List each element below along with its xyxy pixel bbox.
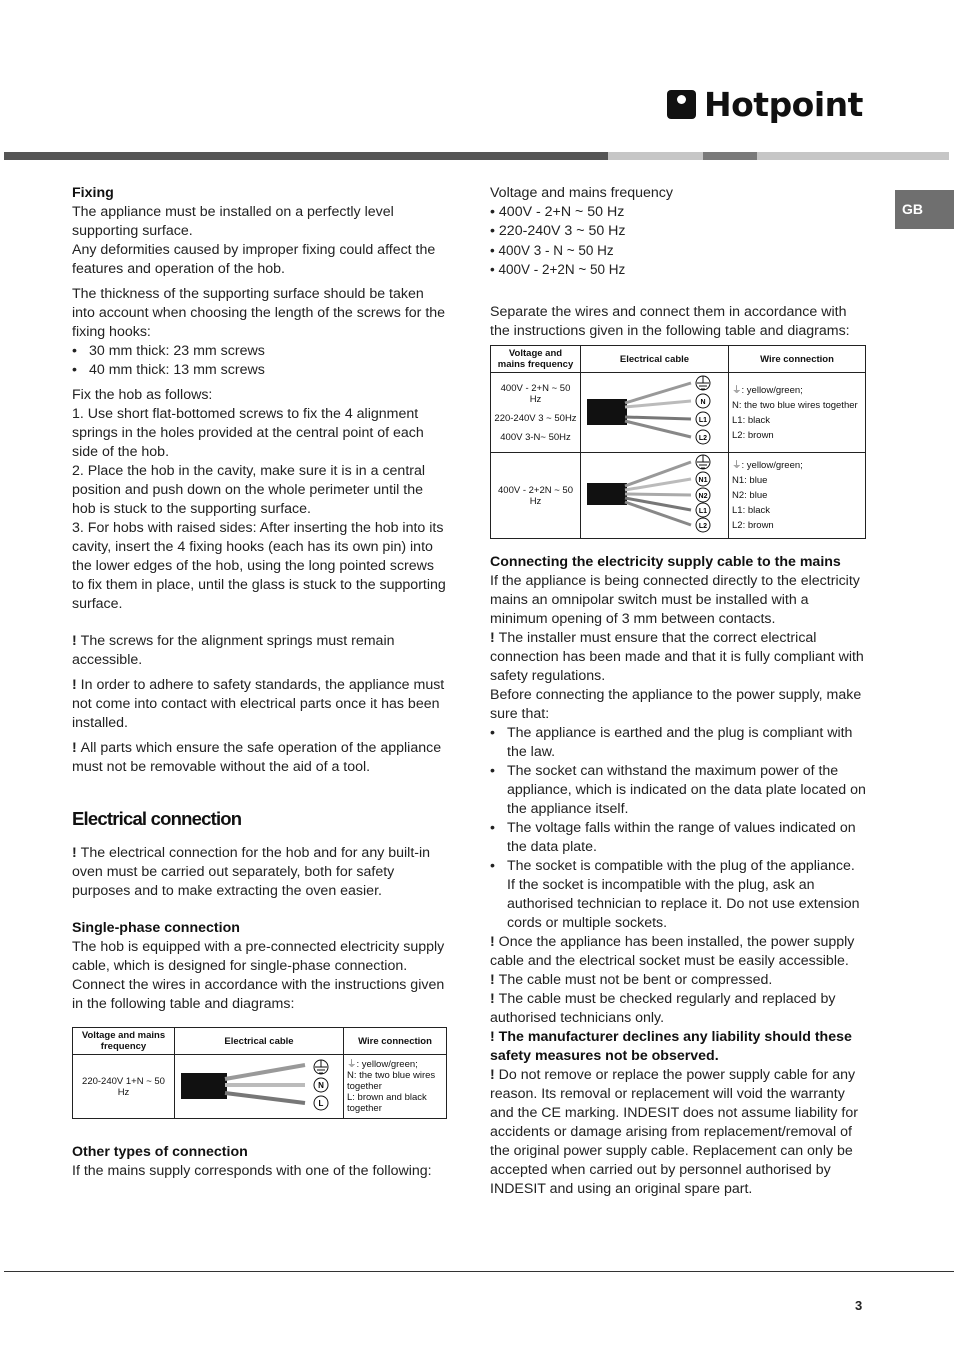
page-number: 3: [855, 1298, 863, 1313]
fixing-para-2: Any deformities caused by improper fixing could affect the features and operation of the hob.: [72, 242, 436, 277]
electrical-warning: ! The electrical connection for the hob and for any built-in oven must be carried out separately, both for safety purposes and to make extracting the oven easier.: [72, 845, 431, 899]
list-item: • The voltage falls within the range of values indicated on the data plate.: [490, 819, 866, 857]
left-column: [72, 184, 447, 1181]
terminal-label: L1: [698, 508, 708, 515]
single-phase-table: [72, 1027, 447, 1119]
cable-cell: [175, 1055, 344, 1119]
list-item: • 40 mm thick: 13 mm screws: [72, 361, 447, 380]
table-header: Wire connection: [729, 346, 866, 373]
right-column: [490, 184, 866, 1199]
warning-1: ! The screws for the alignment springs must remain accessible.: [72, 633, 395, 668]
cable-diagram: [581, 373, 721, 449]
logo-mark-icon: [667, 90, 696, 119]
voltage-mains-title: Voltage and mains frequency: [490, 185, 673, 201]
brand-logo: [667, 85, 863, 123]
warning-b: ! The cable must not be bent or compressed.: [490, 972, 773, 988]
cable-cell: [581, 373, 729, 453]
voltage-list: [490, 203, 866, 279]
terminal-label: L1: [698, 417, 708, 424]
list-item: • 30 mm thick: 23 mm screws: [72, 342, 447, 361]
list-item: • 220-240V 3 ~ 50 Hz: [490, 223, 626, 239]
table-header: Electrical cable: [175, 1028, 344, 1055]
terminal-label: L: [318, 1099, 324, 1108]
fixing-title: Fixing: [72, 185, 114, 201]
mains-para-2: Before connecting the appliance to the power supply, make sure that:: [490, 687, 862, 722]
table-header: Electrical cable: [581, 346, 729, 373]
table-header: Wire connection: [344, 1028, 447, 1055]
brand-name: Hotpoint: [704, 84, 863, 124]
list-item: • 400V 3 - N ~ 50 Hz: [490, 243, 614, 258]
single-phase-title: Single-phase connection: [72, 920, 240, 936]
list-item: • 400V - 2+N ~ 50 Hz: [490, 204, 625, 220]
list-item: • The socket is compatible with the plug of the appliance. If the socket is incompatible with the plug, ask an authorised technician to replace it. Do not use extension cords or multiple sockets.: [490, 857, 866, 933]
warning-c: ! The cable must be checked regularly and replaced by authorised technicians only.: [490, 991, 836, 1026]
mains-para-1: If the appliance is being connected directly to the electricity mains an omnipolar switch must be installed with a minimum opening of 3 mm between contacts.: [490, 573, 860, 627]
list-item: • 400V - 2+2N ~ 50 Hz: [490, 262, 626, 277]
table-header: Voltage and mains frequency: [491, 346, 581, 373]
earth-icon: ⏚: [732, 384, 742, 396]
single-phase-para: The hob is equipped with a pre-connected electricity supply cable, which is designed for single-phase connection. Connect the wires in accordance with the instructions given in the following table and diagrams:: [72, 939, 445, 1012]
voltage-cell: 400V - 2+N ~ 50 Hz 220-240V 3 ~ 50Hz 400V 3-N~ 50Hz: [491, 373, 581, 453]
wire-cell: ⏚: yellow/green; N: the two blue wires together L1: black L2: brown: [729, 373, 866, 453]
wire-cell: ⏚: yellow/green; N: the two blue wires together L: brown and black together: [344, 1055, 447, 1119]
screw-list: [72, 342, 447, 380]
list-item: • The appliance is earthed and the plug is compliant with the law.: [490, 724, 866, 762]
terminal-label: L2: [698, 523, 708, 530]
header-bar-mid: [703, 152, 757, 160]
list-item: • The socket can withstand the maximum power of the appliance, which is indicated on the data plate located on the appliance itself.: [490, 762, 866, 819]
warning-d: ! The manufacturer declines any liability should these safety measures not be observed.: [490, 1029, 852, 1064]
table-header: Voltage and mains frequency: [73, 1028, 175, 1055]
header-bar-dark: [4, 152, 608, 160]
terminal-label: L2: [698, 435, 708, 442]
other-connection-title: Other types of connection: [72, 1144, 248, 1160]
cable-cell: [581, 453, 729, 539]
terminal-label: N1: [698, 477, 708, 484]
warning-2: ! In order to adhere to safety standards, the appliance must not come into contact with electrical parts once it has been installed.: [72, 677, 445, 731]
earth-icon: ⏚: [347, 1059, 357, 1070]
terminal-label: N: [700, 399, 706, 406]
separate-wires-para: Separate the wires and connect them in accordance with the instructions given in the following table and diagrams:: [490, 304, 850, 339]
footer-rule: [4, 1271, 954, 1272]
terminal-label: N2: [698, 493, 708, 500]
other-connection-para: If the mains supply corresponds with one of the following:: [72, 1163, 432, 1179]
language-tab: GB: [895, 190, 954, 229]
terminal-label: N: [318, 1081, 324, 1090]
mains-warning-1: ! The installer must ensure that the correct electrical connection has been made and that it is fully compliant with safety regulations.: [490, 630, 864, 684]
voltage-cell: 220-240V 1+N ~ 50 Hz: [73, 1055, 175, 1119]
earth-icon: ⏚: [732, 460, 742, 471]
voltage-cell: 400V - 2+2N ~ 50 Hz: [491, 453, 581, 539]
cable-diagram: [581, 453, 721, 535]
fixing-para-3: The thickness of the supporting surface should be taken into account when choosing the length of the screws for the fixing hooks:: [72, 286, 446, 340]
warning-e: ! Do not remove or replace the power supply cable for any reason. Its removal or replacement will void the warranty and the CE marking. INDESIT does not assume liability for accidents or damage arising from replacement/removal of the original power supply cable. Replacement can only be accepted when carried out by personnel authorised by INDESIT and using an original spare part.: [490, 1067, 858, 1197]
mains-connection-title: Connecting the electricity supply cable to the mains: [490, 554, 841, 570]
multi-phase-table: [490, 345, 866, 539]
warning-3: ! All parts which ensure the safe operation of the appliance must not be removable without the aid of a tool.: [72, 740, 442, 775]
checklist: [490, 724, 866, 933]
cable-diagram: [175, 1055, 335, 1115]
wire-cell: ⏚: yellow/green; N1: blue N2: blue L1: black L2: brown: [729, 453, 866, 539]
fix-step-3: 3. For hobs with raised sides: After inserting the hob into its cavity, insert the 4 fixing hooks (each has its own pin) into the lower edges of the hob, using the long pointed screws to fix them in place, until the glass is stuck to the supporting surface.: [72, 520, 446, 612]
fixing-para-1: The appliance must be installed on a perfectly level supporting surface.: [72, 204, 394, 239]
warning-a: ! Once the appliance has been installed, the power supply cable and the electrical socket must be easily accessible.: [490, 934, 855, 969]
header-bar-light-2: [757, 152, 949, 160]
electrical-connection-heading: Electrical connection: [72, 808, 242, 829]
fix-step-1: 1. Use short flat-bottomed screws to fix the 4 alignment springs in the holes provided at the central point of each side of the hob.: [72, 406, 424, 460]
header-bar-light: [608, 152, 703, 160]
fix-intro: Fix the hob as follows:: [72, 387, 213, 403]
fix-step-2: 2. Place the hob in the cavity, make sure it is in a central position and push down on the whole perimeter until the hob is stuck to the supporting surface.: [72, 463, 426, 517]
